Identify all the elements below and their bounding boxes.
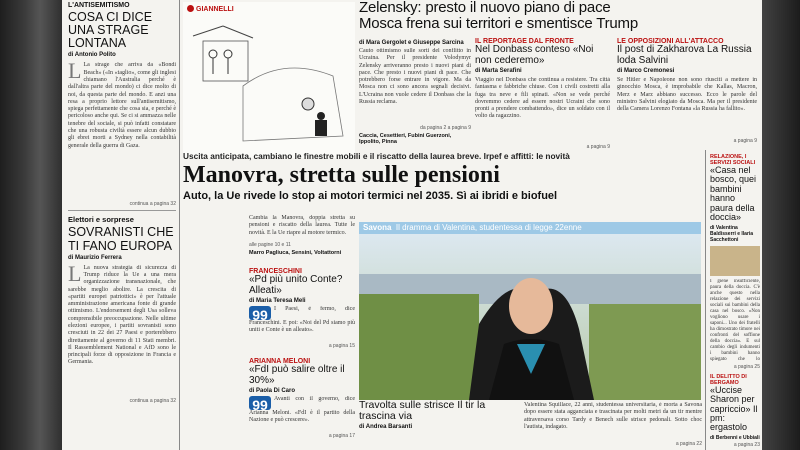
cont-meloni: a pagina 17 bbox=[328, 433, 355, 439]
logo-dot-icon bbox=[187, 5, 194, 12]
photo-trees-right bbox=[589, 304, 701, 400]
photo-title-bar bbox=[359, 222, 701, 234]
kicker-relazione: RELAZIONE, I SERVIZI SOCIALI bbox=[710, 154, 756, 166]
meloni-body: Avanti con il governo, dice Arianna Meloni. «FdI è il partito della Nazione e può crescere». bbox=[249, 396, 355, 424]
quote-icon: 99 bbox=[249, 396, 271, 410]
photo-story bbox=[359, 222, 701, 400]
reportage-text: Viaggio nel Donbass che continua a resistere. Tra città fantasma e fabbriche chiuse. Con i civili costretti alla fuga tra neve e fili spinati. «Non se vede perché dovremmo cedere ad essere nostri Ucraini che sono pronti a prendere combattendo», dice un soldato con il volto da ragazzino. bbox=[475, 77, 610, 120]
cont-sovranisti: continua a pagina 32 bbox=[129, 397, 176, 404]
headline-travolta: Travolta sulle strisce Il tir la trascina via bbox=[359, 400, 486, 423]
main-subhead: Auto, la Ue rivede lo stop ai motori termici nel 2035. Sì ai ibridi e biofuel bbox=[183, 190, 558, 202]
franceschini-body: I Paesi, è fermo, dice Franceschini. E poi: «Noi del Pd siamo più uniti e Conte è un alleato». bbox=[249, 306, 355, 334]
cartoon-line bbox=[223, 26, 253, 38]
cont-bergamo: a pagina 23 bbox=[733, 441, 760, 448]
quote-icon: 99 bbox=[249, 306, 271, 320]
kicker-opposizioni: LE OPPOSIZIONI ALL'ATTACCO bbox=[617, 38, 724, 45]
cartoon-box bbox=[183, 2, 355, 158]
reportage bbox=[475, 38, 610, 156]
top-headline bbox=[359, 0, 759, 36]
headline-casa-bosco: «Casa nel bosco, quei bambini hanno paura della doccia» bbox=[710, 165, 757, 223]
cont-opposizioni: a pagina 9 bbox=[733, 138, 757, 144]
photo-trees-left bbox=[359, 294, 479, 400]
cont-photo: a pagina 22 bbox=[675, 441, 702, 447]
byline-di-caro: di Paola Di Caro bbox=[249, 388, 296, 394]
headline-strage: COSA CI DICE UNA STRAGE LONTANA bbox=[68, 10, 153, 51]
byline-polito: di Antonio Polito bbox=[68, 52, 116, 59]
cartoon-label-text: GIANNELLI bbox=[196, 6, 234, 13]
right-column bbox=[710, 154, 760, 448]
cartoon-figure bbox=[224, 50, 232, 58]
kicker-franceschini: FRANCESCHINI bbox=[249, 268, 302, 275]
body-sovranisti bbox=[68, 265, 176, 397]
manovra-text: Cambia la Manovra, doppia stretta su pensioni e riscatto della laurea. Tutte le novità. E la Ue riapre al motore termico. bbox=[249, 215, 355, 236]
top-story-text: Cauto ottimismo sulle sorti del conflitto in Ucraina. Per il presidente Volodymyr Zelensky arriveranno presto i nuovi piani di pace. Che presto i nuovi piani di pace. Che potrebbero forse entrare in vigore. Ma da Mosca non ci sono ancora segnali decisivi. L'Ucraina non vuole cedere il Donbass che la Russia reclama. bbox=[359, 48, 471, 106]
cartoon-building bbox=[203, 41, 248, 81]
main-story-header bbox=[183, 151, 703, 211]
byline-gergolet: di Mara Gergolet e Giuseppe Sarcina bbox=[359, 40, 464, 46]
meloni-text bbox=[249, 396, 355, 432]
byline-meli: di Maria Teresa Meli bbox=[249, 298, 306, 304]
byline-cremonesi: di Marco Cremonesi bbox=[617, 68, 675, 74]
cont-manovra: alle pagine 10 e 11 bbox=[249, 242, 291, 248]
byline-baldisserri: di Valentina Baldisserri e Ilaria Sacchettoni bbox=[710, 224, 754, 243]
kicker-bergamo: IL DELITTO DI BERGAMO bbox=[710, 373, 747, 386]
dropcap: L bbox=[68, 62, 82, 84]
cartoon-label bbox=[183, 2, 355, 16]
meloni bbox=[249, 358, 355, 448]
photo-children bbox=[710, 246, 760, 276]
photo-body bbox=[524, 402, 702, 448]
top-headline-line1: Zelensky: presto il nuovo piano di pace bbox=[359, 0, 611, 16]
headline-zakharova: Il post di Zakharova La Russia loda Salvini bbox=[617, 44, 752, 66]
headline-sovranisti: SOVRANISTI CHE TI FANO EUROPA bbox=[68, 225, 174, 253]
manovra-body bbox=[249, 215, 355, 267]
cartoon-man-body bbox=[315, 120, 327, 136]
cont-strage: continua a pagina 32 bbox=[129, 201, 176, 208]
cont-reportage: a pagina 9 bbox=[586, 144, 610, 150]
opposizioni-text: Se Hitler e Napoleone non sono riusciti a mettere in ginocchio Mosca, è improbabile che Kallas, Macron, Merz e Marz abbiano successo. Ecco le parole del ministro Salvini elogiato da Mosca. Ma per il presidente della Camera Lorenzo Fontana «la Russia ha fallito». bbox=[617, 77, 757, 113]
cont-relazione: a pagina 25 bbox=[733, 363, 760, 370]
headline-sharon: «Uccise Sharon per capriccio» Il pm: ergastolo bbox=[710, 384, 758, 433]
main-overline: Uscita anticipata, cambiano le finestre mobili e il riscatto della laurea breve. Irpef e affitti: le novità bbox=[183, 151, 570, 161]
franceschini-text bbox=[249, 306, 355, 342]
photo-face bbox=[509, 278, 553, 334]
cont-top: da pagina 2 a pagina 9 bbox=[420, 125, 471, 131]
cont-franceschini: a pagina 15 bbox=[328, 343, 355, 349]
relazione-text: I giene insufficiente, paura della doccia. C'è anche questo nella relazione dei servizi sociali sui bambini della casa nel bosco. «Non vogliono usare i saponi... Uno dei fratelli ha dimostrato timore nei confronti del soffione della doccia». E sul cambio degli indumenti i bambini hanno spiegato che lo bbox=[710, 278, 760, 362]
cartoon-figure bbox=[209, 50, 217, 58]
byline-barsanti: di Andrea Barsanti bbox=[359, 424, 413, 431]
headline-donbass: Nel Donbass conteso «Noi non cederemo» bbox=[475, 44, 594, 66]
left-column bbox=[68, 2, 176, 448]
column-rule bbox=[179, 0, 180, 450]
top-headline-line2: Mosca frena sui territori e smentisce Trump bbox=[359, 14, 638, 32]
divider bbox=[68, 210, 176, 211]
cartoon-ball bbox=[302, 98, 314, 110]
main-headline: Manovra, stretta sulle pensioni bbox=[183, 162, 500, 188]
kicker-reportage: IL REPORTAGE DAL FRONTE bbox=[475, 38, 574, 45]
kicker-antisemitismo: L'ANTISEMITISMO bbox=[68, 2, 130, 9]
photo-title: Il dramma di Valentina, studentessa di legge 22enne bbox=[395, 223, 582, 232]
opposizioni bbox=[617, 38, 757, 156]
cartoon-man-head bbox=[317, 112, 325, 120]
body-strage bbox=[68, 62, 176, 200]
cartoon-hill bbox=[243, 68, 343, 141]
top-story-body bbox=[359, 38, 471, 158]
kicker-meloni: ARIANNA MELONI bbox=[249, 358, 311, 365]
franceschini bbox=[249, 268, 355, 356]
photo-caption bbox=[359, 400, 519, 448]
dropcap: L bbox=[68, 264, 82, 286]
newspaper-page bbox=[62, 0, 762, 450]
signers-manovra: Marro Pagliuca, Sensini, Voltattorni bbox=[249, 250, 342, 256]
photo-valentina bbox=[359, 234, 701, 400]
photo-place: Savona bbox=[363, 223, 392, 232]
kicker-elettori: Elettori e sorprese bbox=[68, 215, 134, 225]
body-sovranisti-text: La nuova strategia di sicurezza di Trump riduce la Ue a una mera organizzazione transnazionale, che sarebbe meglio abolire. La crescita di «partiti europei patriottici» è per l'attuale amministrazione americana fonte di grande ottimismo. L'endorsement degli Usa solleva comprensibile preoccupazione. Nelle ultime elezioni europee, i partiti sovranisti sono cresciuti in 22 dei 27 Paesi e porterebbero direttamente al governo di 11 Stati membri. Il Rassemblement National e AfD sono le principali forze di opposizione in Francia e Germania. bbox=[68, 264, 176, 366]
byline-serafini: di Marta Serafini bbox=[475, 68, 522, 74]
cartoon-line bbox=[193, 26, 223, 36]
byline-berbenni: di Berbenni e Ubbiali bbox=[710, 434, 760, 441]
body-strage-text: La strage che arriva da «Bondi Beach» («In «taglio», come gli inglesi chiamano l'Australia perché è dall'altra parte del mondo) ci dice molto di noi, da questa parte del mondo. E anzi una resa a proprio lettore sull'antisemitismo, spiega perfettamente che cosa sia, e perché è pericoloso anche qui. Se ci si ammazza nelle tenebre del sociale, si può infatti constatare che una robusta civiltà essere alcun dubbio gli ebrei morti a Sydney nella contabilità generale della guerra di Gaza. bbox=[68, 62, 176, 149]
photo-body-text: Valentina Squillace, 22 anni, studentessa universitaria, è morta a Savona dopo essere stata agganciata e trascinata per molti metri da un tir mentre attraversava corso Tardy e Benech sulle strisce pedonali. Sotto choc l'autista, indagato. bbox=[524, 402, 702, 430]
column-rule bbox=[705, 150, 706, 450]
headline-meloni: «FdI può salire oltre il 30%» bbox=[249, 364, 345, 386]
headline-franceschini: «Pd più unito Conte? Alleati» bbox=[249, 274, 343, 296]
cartoon-drawing bbox=[183, 16, 355, 156]
byline-ferrera: di Maurizio Ferrera bbox=[68, 254, 122, 261]
signers-top: Caccia, Cesettieri, Fubini Guerzoni, Ippolito, Pinna bbox=[359, 133, 452, 145]
